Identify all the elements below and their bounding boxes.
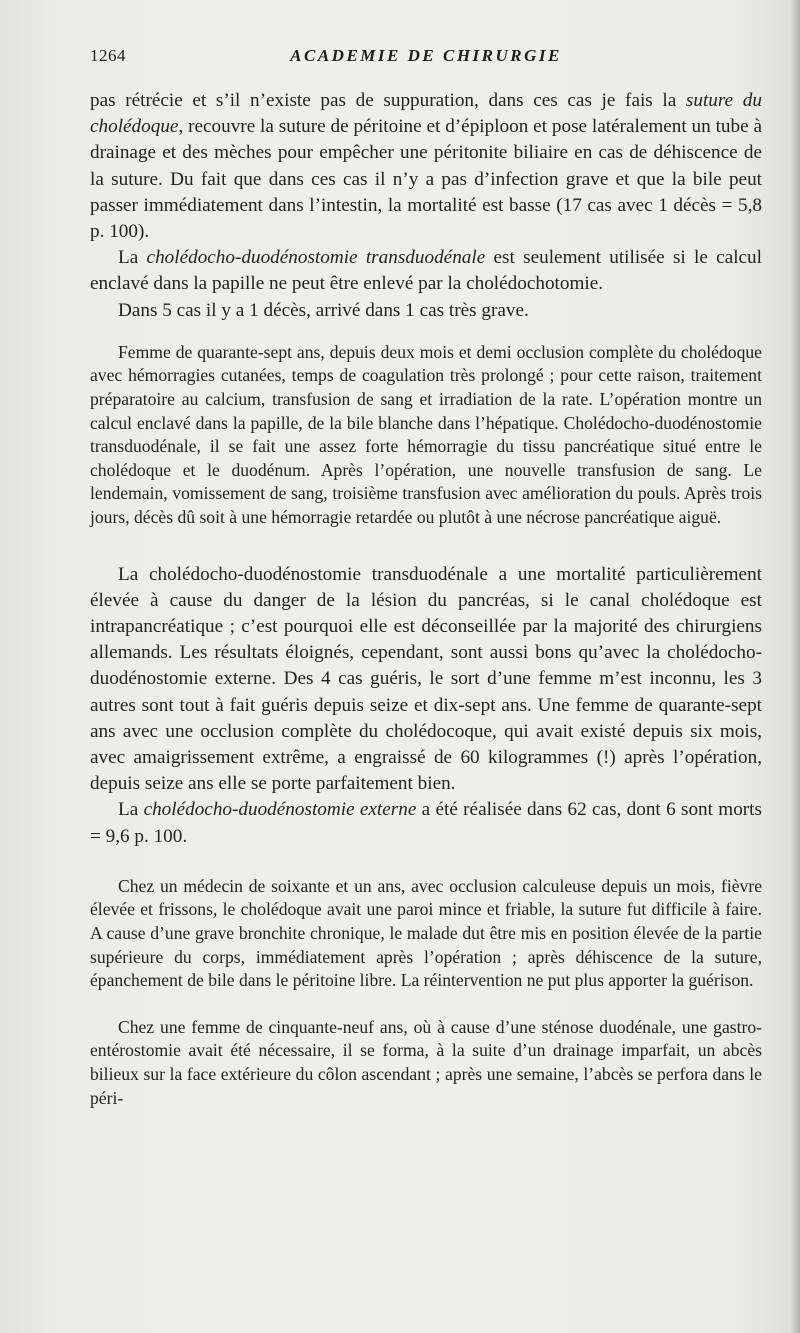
- paragraph-externe: [90, 797, 762, 849]
- paragraph-text: est seulement utilisée si le calcul enclavé dans la papille ne peut être enlevé par la cholédochotomie.: [90, 247, 762, 295]
- page-number: 1264: [90, 46, 126, 65]
- case-report-femme-47: Femme de quarante-sept ans, depuis deux mois et demi occlusion complète du cholédoque avec hémorragies cutanées, temps de coagulation très prolongé ; pour cette raison, traitement préparatoire au calcium, transfusion de sang et irradiation de la rate. L’opération montre un calcul enclavé dans la papille, de la bile blanche dans l’hépatique. Cholédocho-duodénostomie transduodénale, il se fait une assez forte hémorragie du tissu pancréatique situé entre le cholédoque et le duodénum. Après l’opération, une nouvelle transfusion de sang. Le lendemain, vomissement de sang, troisième transfusion avec amélioration du pouls. Après trois jours, décès dû soit à une hémorragie retardée ou plutôt à une nécrose pancréatique aiguë.: [90, 341, 762, 527]
- paragraph-deces: Dans 5 cas il y a 1 décès, arrivé dans 1 cas très grave.: [118, 299, 529, 321]
- paragraph-transduodenale: [90, 245, 762, 297]
- spacer: [90, 324, 762, 341]
- italic-term: suture du cholédoque: [90, 90, 762, 138]
- paragraph-text: , recouvre la suture de péritoine et d’épiploon et pose latéralement un tube à drainage et des mèches pour empêcher une péritonite biliaire en cas de déhiscence de la suture. Du fait que dans ces cas il n’y a pas d’infection grave et que la bile peut passer immédiatement dans l’intestin, la mortalité est basse (17 cas avec 1 décès = 5,8 p. 100).: [90, 116, 762, 243]
- spacer: [90, 850, 762, 875]
- page-header: [90, 46, 762, 72]
- paragraph-text: pas rétrécie et s’il n’existe pas de suppuration, dans ces cas je fais la: [90, 90, 686, 111]
- paragraph-text: La: [118, 799, 144, 821]
- italic-term: cholédocho-duodénostomie externe: [143, 799, 417, 821]
- case-report-femme-59: Chez une femme de cinquante-neuf ans, où à cause d’une sténose duodénale, une gastro-entérostomie avait été nécessaire, il se forma, à la suite d’un drainage imparfait, un abcès bilieux sur la face extérieure du côlon ascendant ; après une semaine, l’abcès se perfora dans le péri-: [90, 1016, 762, 1108]
- paragraph-text: La: [118, 247, 147, 269]
- case-report-medecin-61: Chez un médecin de soixante et un ans, avec occlusion calculeuse depuis un mois, fièvre élevée et frissons, le cholédoque avait une paroi mince et friable, la suture fut difficile à faire. A cause d’une grave bronchite chronique, le malade dut être mis en position élevée de la partie supérieure du corps, immédiatement après l’opération ; après déhiscence de la suture, épanchement de bile dans le péritoine libre. La réintervention ne put plus apporter la guérison.: [90, 875, 762, 991]
- body-text: [90, 88, 762, 1110]
- running-title: ACADEMIE DE CHIRURGIE: [290, 46, 562, 65]
- paragraph-mortalite: La cholédocho-duodénostomie transduodénale a une mortalité particulièrement élevée à cause du danger de la lésion du pancréas, si le canal cholédoque est intrapancréatique ; c’est pourquoi elle est déconseillée par la majorité des chirurgiens allemands. Les résultats éloignés, cependant, sont aussi bons qu’avec la cholédocho-duodénostomie externe. Des 4 cas guéris, le sort d’une femme m’est inconnu, les 3 autres sont tout à fait guéris depuis seize et dix-sept ans. Une femme de quarante-sept ans avec une occlusion complète du cholédocoque, qui avait existé depuis six mois, avec amaigrissement extrême, a engraissé de 60 kilogrammes (!) après l’opération, depuis seize ans elle se porte parfaitement bien.: [90, 563, 762, 795]
- spacer: [90, 993, 762, 1016]
- spacer: [90, 530, 762, 562]
- italic-term: cholédocho-duodénostomie transduodénale: [146, 247, 486, 269]
- paragraph-suture: [90, 88, 762, 245]
- page-edge-shadow: [790, 0, 800, 1333]
- paragraph-text: a été réalisée dans 62 cas, dont 6 sont morts = 9,6 p. 100.: [90, 799, 762, 847]
